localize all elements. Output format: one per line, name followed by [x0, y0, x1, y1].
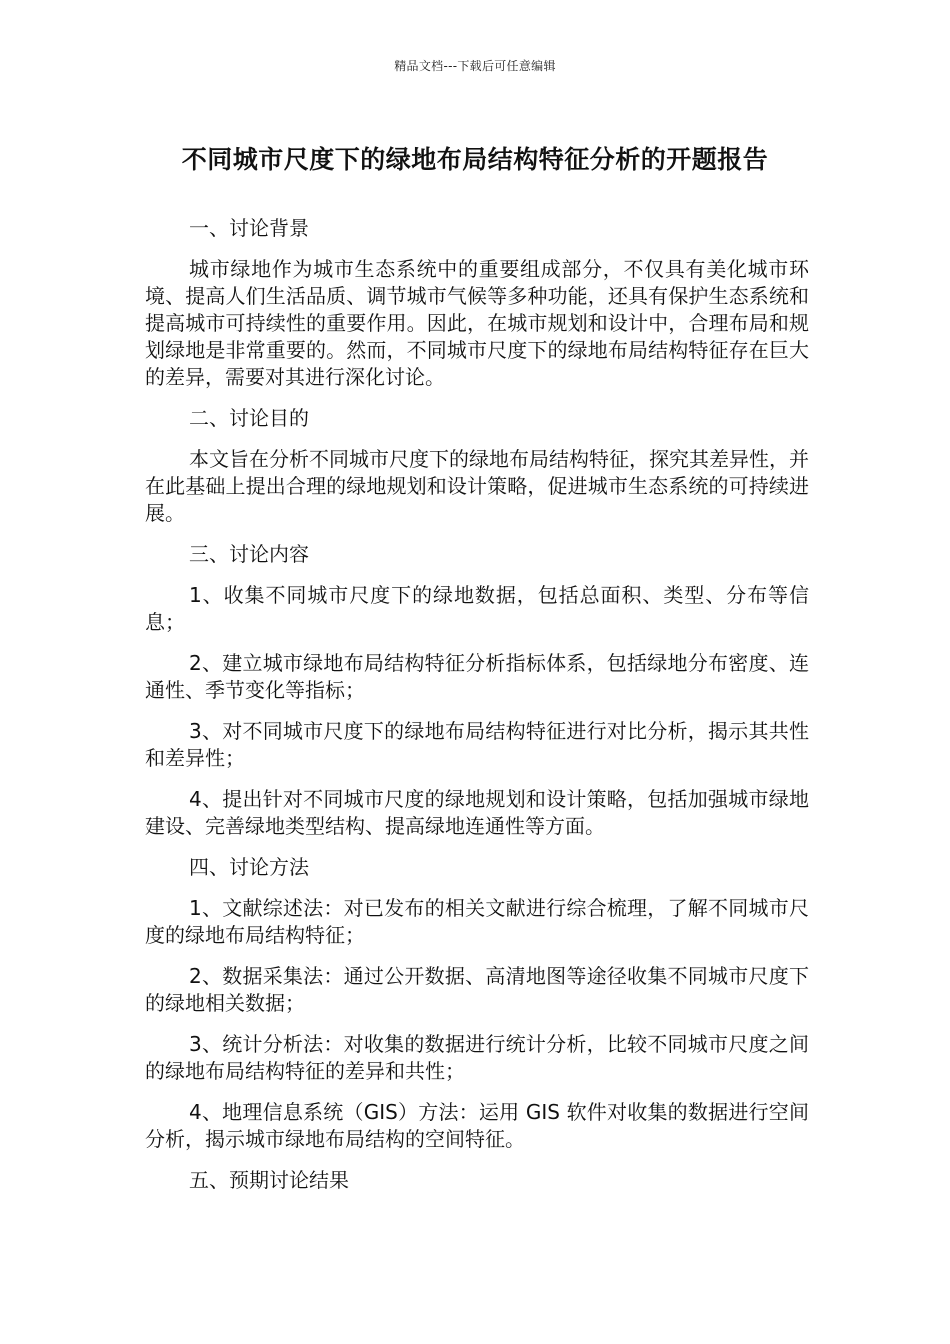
section-heading-purpose: 二、讨论目的	[189, 406, 309, 430]
list-item: 1、文献综述法：对已发布的相关文献进行综合梳理，了解不同城市尺度的绿地布局结构特征；	[145, 896, 809, 947]
header-note: 精品文档---下载后可任意编辑	[394, 59, 556, 73]
list-item: 4、地理信息系统（GIS）方法：运用 GIS 软件对收集的数据进行空间分析，揭示城市绿地布局结构的空间特征。	[145, 1100, 809, 1151]
section-heading-content: 三、讨论内容	[189, 542, 309, 566]
paragraph: 本文旨在分析不同城市尺度下的绿地布局结构特征，探究其差异性，并在此基础上提出合理的绿地规划和设计策略，促进城市生态系统的可持续进展。	[145, 447, 809, 525]
list-item: 2、建立城市绿地布局结构特征分析指标体系，包括绿地分布密度、连通性、季节变化等指标；	[145, 651, 809, 702]
list-item: 1、收集不同城市尺度下的绿地数据，包括总面积、类型、分布等信息；	[145, 583, 809, 634]
section-heading-background: 一、讨论背景	[189, 216, 309, 240]
list-item: 3、统计分析法：对收集的数据进行统计分析，比较不同城市尺度之间的绿地布局结构特征的差异和共性；	[145, 1032, 809, 1083]
list-item: 3、对不同城市尺度下的绿地布局结构特征进行对比分析，揭示其共性和差异性；	[145, 719, 809, 770]
section-heading-expected-results: 五、预期讨论结果	[189, 1168, 349, 1192]
paragraph: 城市绿地作为城市生态系统中的重要组成部分，不仅具有美化城市环境、提高人们生活品质、调节城市气候等多种功能，还具有保护生态系统和提高城市可持续性的重要作用。因此，在城市规划和设计中，合理布局和规划绿地是非常重要的。然而，不同城市尺度下的绿地布局结构特征存在巨大的差异，需要对其进行深化讨论。	[145, 257, 809, 389]
section-heading-methods: 四、讨论方法	[189, 855, 309, 879]
document-title: 不同城市尺度下的绿地布局结构特征分析的开题报告	[181, 145, 769, 174]
document-body	[145, 215, 809, 1208]
list-item: 4、提出针对不同城市尺度的绿地规划和设计策略，包括加强城市绿地建设、完善绿地类型结构、提高绿地连通性等方面。	[145, 787, 809, 838]
list-item: 2、数据采集法：通过公开数据、高清地图等途径收集不同城市尺度下的绿地相关数据；	[145, 964, 809, 1015]
